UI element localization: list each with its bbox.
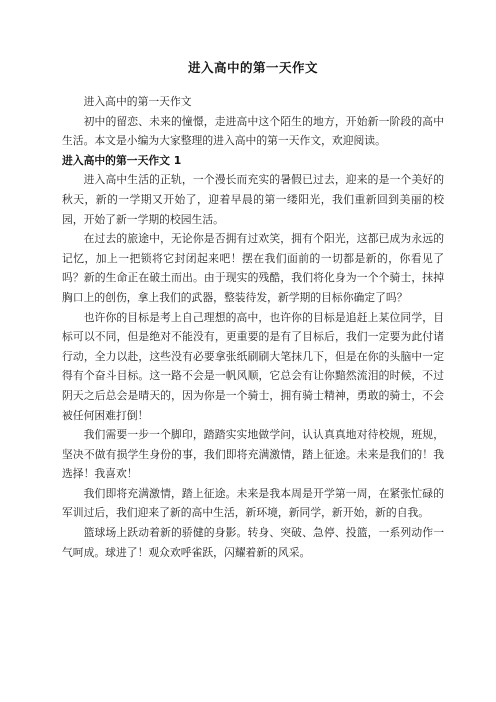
document-subtitle: 进入高中的第一天作文	[83, 95, 192, 108]
section-heading: 进入高中的第一天作文 1	[62, 153, 182, 167]
document-title: 进入高中的第一天作文	[187, 60, 318, 75]
intro-paragraph: 初中的留恋、未来的憧憬，走进高中这个陌生的地方，开始新一阶段的高中生活。本文是小编为大家整理的进入高中的第一天作文，欢迎阅读。	[62, 114, 444, 148]
body-paragraph: 篮球场上跃动着新的骄健的身影。转身、突破、急停、投篮，一系列动作一气呵成。球进了！观众欢呼雀跃，闪耀着新的风采。	[62, 526, 444, 559]
body-paragraph: 我们需要一步一个脚印，踏踏实实地做学问，认认真真地对待校规，班规，坚决不做有损学生身份的事，我们即将充满激情，踏上征途。未来是我们的！我选择！我喜欢！	[62, 428, 444, 481]
body-paragraph: 进入高中生活的正轨，一个漫长而充实的暑假已过去，迎来的是一个美好的秋天，新的一学期又开始了，迎着早晨的第一缕阳光，我们重新回到美丽的校园，开始了新一学期的校园生活。	[62, 173, 444, 226]
body-paragraph: 在过去的旅途中，无论你是否拥有过欢笑，拥有个阳光，这都已成为永远的记忆，加上一把锁将它封闭起来吧！摆在我们面前的一切都是新的，你看见了吗？新的生命正在破土而出。由于现实的残酷，我们将化身为一个个骑士，抹掉胸口上的创伤，拿上我们的武器，整装待发，新学期的目标你确定了吗？	[62, 232, 444, 304]
body-paragraph: 也许你的目标是考上自己理想的高中，也许你的目标是追赶上某位同学，目标可以不同，但是绝对不能没有，更重要的是有了目标后，我们一定要为此付诸行动，全力以赴，这些没有必要拿张纸刷刷大笔抹几下，但是在你的头脑中一定得有个奋斗目标。这一路不会是一帆风顺，它总会有让你黯然流泪的时候，不过阴天之后总会是晴天的，因为你是一个骑士，拥有骑士精神，勇敢的骑士，不会被任何困难打倒！	[62, 310, 444, 422]
body-paragraph: 我们即将充满激情，踏上征途。未来是我本周是开学第一周，在紧张忙碌的军训过后，我们迎来了新的高中生活，新环境，新同学，新开始，新的自我。	[62, 486, 444, 520]
